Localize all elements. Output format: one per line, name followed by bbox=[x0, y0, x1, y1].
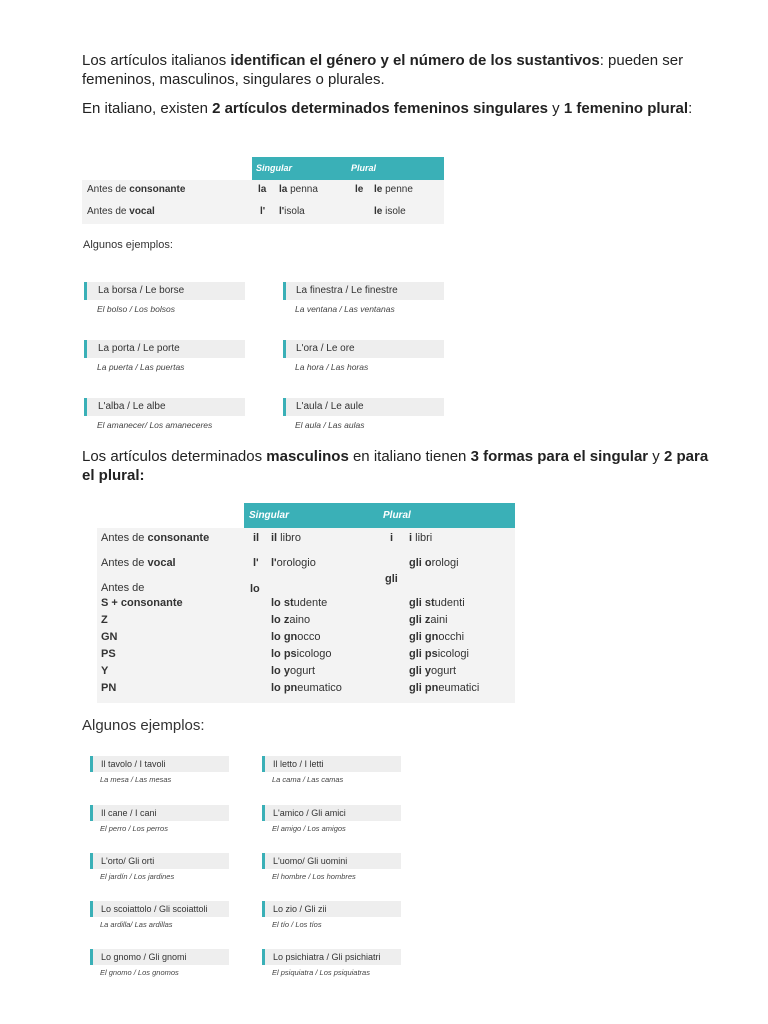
example-italian: La porta / Le porte bbox=[87, 340, 245, 358]
example-italian: Lo psichiatra / Gli psichiatri bbox=[265, 949, 401, 965]
text-run: isola bbox=[284, 206, 305, 217]
example-spanish: El amigo / Los amigos bbox=[272, 824, 346, 833]
condition: GN bbox=[101, 631, 118, 643]
condition: Z bbox=[101, 614, 108, 626]
masculine-intro-paragraph bbox=[82, 447, 712, 485]
text-run: Antes de bbox=[87, 184, 130, 195]
example-spanish: El psiquiatra / Los psiquiatras bbox=[272, 968, 370, 977]
example-plural bbox=[374, 206, 406, 217]
text-run: y bbox=[648, 448, 664, 465]
text-run: libri bbox=[412, 532, 433, 544]
text-run: Los artículos determinados bbox=[82, 448, 267, 465]
example-singular bbox=[271, 631, 321, 643]
text-run: rologi bbox=[431, 557, 459, 569]
header-plural: Plural bbox=[383, 510, 411, 521]
text-run: icologi bbox=[437, 648, 469, 660]
example-italian: La finestra / Le finestre bbox=[286, 282, 444, 300]
row-label-consonante bbox=[101, 532, 209, 544]
example-italian: Il cane / I cani bbox=[93, 805, 229, 821]
text-run: eumatici bbox=[438, 682, 480, 694]
example-singular bbox=[271, 597, 327, 609]
condition: PN bbox=[101, 682, 117, 694]
text-bold: vocal bbox=[129, 206, 155, 217]
article-singular: l' bbox=[253, 557, 259, 569]
text-bold: il bbox=[271, 532, 278, 544]
row-label-consonante bbox=[87, 184, 185, 195]
example-italian: L'ora / Le ore bbox=[286, 340, 444, 358]
example-italian: La borsa / Le borse bbox=[87, 282, 245, 300]
example-plural bbox=[409, 648, 469, 660]
text-bold: consonante bbox=[147, 532, 210, 544]
text-run: icologo bbox=[296, 648, 332, 660]
text-bold: gli gn bbox=[409, 631, 439, 643]
article-plural-gli: gli bbox=[385, 573, 398, 585]
example-singular bbox=[279, 184, 318, 195]
text-bold: le bbox=[374, 206, 383, 217]
feminine-examples-title: Algunos ejemplos: bbox=[83, 239, 173, 251]
text-bold: lo z bbox=[271, 614, 290, 626]
example-singular bbox=[271, 682, 342, 694]
example-spanish: El perro / Los perros bbox=[100, 824, 168, 833]
text-run: penna bbox=[287, 184, 318, 195]
example-spanish: El tío / Los tíos bbox=[272, 920, 322, 929]
text-bold: gli z bbox=[409, 614, 431, 626]
intro-paragraph-1 bbox=[82, 51, 712, 89]
text-bold: lo st bbox=[271, 597, 294, 609]
text-bold: 3 formas para el singular bbox=[470, 448, 649, 465]
example-italian: L'aula / Le aule bbox=[286, 398, 444, 416]
text-bold: gli st bbox=[409, 597, 435, 609]
example-spanish: El hombre / Los hombres bbox=[272, 872, 356, 881]
table-header bbox=[244, 503, 515, 528]
article-plural: le bbox=[355, 184, 364, 195]
example-plural bbox=[409, 665, 456, 677]
example-italian: Lo gnomo / Gli gnomi bbox=[93, 949, 229, 965]
condition: PS bbox=[101, 648, 116, 660]
text-run: y bbox=[548, 100, 564, 117]
example-plural bbox=[374, 184, 413, 195]
example-spanish: La puerta / Las puertas bbox=[97, 362, 185, 372]
text-run: ogurt bbox=[431, 665, 457, 677]
example-italian: L'uomo/ Gli uomini bbox=[265, 853, 401, 869]
text-run: Antes de bbox=[101, 557, 148, 569]
text-bold: 1 femenino plural bbox=[563, 100, 689, 117]
example-singular bbox=[271, 614, 310, 626]
table-header bbox=[252, 157, 444, 180]
example-italian: Lo zio / Gli zii bbox=[265, 901, 401, 917]
text-run: penne bbox=[382, 184, 413, 195]
example-singular bbox=[271, 648, 332, 660]
text-bold: i bbox=[409, 532, 413, 544]
article-singular: il bbox=[253, 532, 260, 544]
text-run: : bbox=[688, 100, 693, 117]
text-bold: gli o bbox=[409, 557, 432, 569]
example-italian: L'orto/ Gli orti bbox=[93, 853, 229, 869]
text-run: : pueden ser femeninos, masculinos, singulares o plurales. bbox=[82, 52, 684, 88]
text-bold: lo ps bbox=[271, 648, 297, 660]
article-plural: i bbox=[390, 532, 394, 544]
example-italian: L'alba / Le albe bbox=[87, 398, 245, 416]
row-label-antes-de: Antes de bbox=[101, 582, 145, 594]
text-run: Los artículos italianos bbox=[82, 52, 231, 69]
text-run: Antes de bbox=[101, 532, 148, 544]
article-singular: l' bbox=[260, 206, 266, 217]
condition: Y bbox=[101, 665, 109, 677]
text-bold: gli y bbox=[409, 665, 432, 677]
text-run: ogurt bbox=[289, 665, 316, 677]
text-bold: l' bbox=[279, 206, 285, 217]
text-run: udenti bbox=[434, 597, 465, 609]
text-bold: consonante bbox=[129, 184, 186, 195]
example-plural bbox=[409, 682, 479, 694]
condition: S + consonante bbox=[101, 597, 183, 609]
text-bold: gli pn bbox=[409, 682, 439, 694]
text-run: orologio bbox=[276, 557, 316, 569]
text-run: libro bbox=[277, 532, 301, 544]
example-spanish: El gnomo / Los gnomos bbox=[100, 968, 179, 977]
text-bold: 2 para el plural: bbox=[82, 448, 709, 484]
example-plural bbox=[409, 614, 448, 626]
text-bold: lo y bbox=[271, 665, 290, 677]
text-run: En italiano, existen bbox=[82, 100, 213, 117]
intro-paragraph-2 bbox=[82, 99, 712, 118]
text-run: Antes de bbox=[87, 206, 130, 217]
example-spanish: La cama / Las camas bbox=[272, 775, 344, 784]
text-bold: masculinos bbox=[266, 448, 349, 465]
example-spanish: La mesa / Las mesas bbox=[100, 775, 172, 784]
example-singular bbox=[271, 532, 301, 544]
header-plural: Plural bbox=[351, 163, 377, 173]
example-spanish: El jardín / Los jardines bbox=[100, 872, 175, 881]
example-spanish: El amanecer/ Los amaneceres bbox=[97, 420, 213, 430]
text-run: en italiano tienen bbox=[348, 448, 471, 465]
text-run: aini bbox=[430, 614, 448, 626]
example-italian: Il letto / I letti bbox=[265, 756, 401, 772]
example-plural bbox=[409, 532, 432, 544]
example-spanish: El aula / Las aulas bbox=[295, 420, 365, 430]
example-singular bbox=[279, 206, 305, 217]
text-bold: vocal bbox=[147, 557, 176, 569]
text-run: isole bbox=[382, 206, 406, 217]
example-singular bbox=[271, 557, 316, 569]
text-run: occo bbox=[297, 631, 321, 643]
header-singular: Singular bbox=[256, 163, 293, 173]
text-bold: l' bbox=[271, 557, 277, 569]
article-singular-lo: lo bbox=[250, 583, 260, 595]
example-spanish: La hora / Las horas bbox=[295, 362, 369, 372]
masculine-examples-title: Algunos ejemplos: bbox=[82, 717, 205, 734]
text-bold: lo pn bbox=[271, 682, 298, 694]
text-bold: gli ps bbox=[409, 648, 438, 660]
example-italian: Il tavolo / I tavoli bbox=[93, 756, 229, 772]
example-spanish: La ventana / Las ventanas bbox=[295, 304, 395, 314]
text-bold: la bbox=[279, 184, 288, 195]
text-bold: identifican el género y el número de los sustantivos bbox=[230, 52, 600, 69]
text-run: eumatico bbox=[297, 682, 342, 694]
example-plural bbox=[409, 631, 464, 643]
text-run: occhi bbox=[438, 631, 465, 643]
example-italian: Lo scoiattolo / Gli scoiattoli bbox=[93, 901, 229, 917]
example-spanish: El bolso / Los bolsos bbox=[97, 304, 175, 314]
example-singular bbox=[271, 665, 315, 677]
text-bold: le bbox=[374, 184, 383, 195]
text-bold: lo gn bbox=[271, 631, 298, 643]
example-spanish: La ardilla/ Las ardillas bbox=[100, 920, 173, 929]
text-run: udente bbox=[293, 597, 328, 609]
example-plural bbox=[409, 557, 459, 569]
example-italian: L'amico / Gli amici bbox=[265, 805, 401, 821]
row-label-vocal bbox=[101, 557, 176, 569]
row-label-vocal bbox=[87, 206, 155, 217]
example-plural bbox=[409, 597, 465, 609]
article-singular: la bbox=[258, 184, 267, 195]
text-bold: 2 artículos determinados femeninos singulares bbox=[212, 100, 549, 117]
header-singular: Singular bbox=[249, 510, 290, 521]
text-run: aino bbox=[289, 614, 311, 626]
